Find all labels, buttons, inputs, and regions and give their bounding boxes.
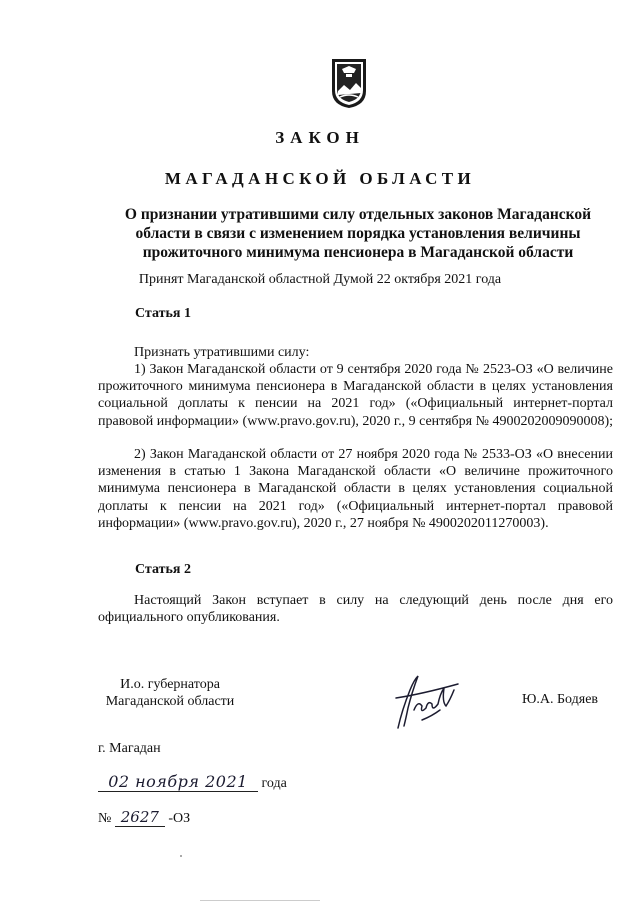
article-1-item-2: 2) Закон Магаданской области от 27 ноября 2020 года № 2533-ОЗ «О внесении изменения в статью 1 Закона Магаданской области «О величине прожиточного минимума пенсионера в Магаданской области в целях установления социальной доплаты к пенсии на 2021 год» («Официальный интернет-портал правовой информации» (www.pravo.gov.ru), 2020 г., 27 ноября № 4900202011270003). bbox=[98, 447, 613, 531]
city: г. Магадан bbox=[98, 741, 161, 756]
number-suffix: -ОЗ bbox=[168, 811, 191, 826]
signatory-position-line-2: Магаданской области bbox=[105, 694, 235, 709]
law-title: ЗАКОН bbox=[275, 128, 365, 147]
law-number-line bbox=[98, 808, 190, 827]
article-1-heading: Статья 1 bbox=[135, 306, 191, 321]
law-subject: О признании утратившими силу отдельных законов Магаданской области в связи с изменением порядка установления величины прожиточного минимума пенсионера в Магаданской области bbox=[124, 206, 592, 261]
article-2-heading: Статья 2 bbox=[135, 562, 191, 577]
scan-speck bbox=[180, 855, 182, 857]
date-suffix: года bbox=[261, 776, 287, 791]
scan-edge-line bbox=[200, 900, 320, 901]
article-1-item-1: 1) Закон Магаданской области от 9 сентября 2020 года № 2523-ОЗ «О величине прожиточного минимума пенсионера в Магаданской области в целях установления социальной доплаты к пенсии на 2021 год» («Официальный интернет-портал правовой информации» (www.pravo.gov.ru), 2020 г., 9 сентября № 4900202009090008); bbox=[98, 362, 613, 429]
handwritten-number: 2627 bbox=[115, 808, 165, 827]
handwritten-signature bbox=[392, 670, 464, 732]
article-2-text: Настоящий Закон вступает в силу на следующий день после дня его официального опубликования. bbox=[98, 593, 613, 626]
region-title: МАГАДАНСКОЙ ОБЛАСТИ bbox=[164, 169, 476, 188]
date-line bbox=[98, 772, 287, 792]
coat-of-arms-icon bbox=[330, 57, 368, 109]
number-prefix: № bbox=[98, 811, 112, 826]
signatory-position-line-1: И.о. губернатора bbox=[120, 677, 220, 692]
adoption-line: Принят Магаданской областной Думой 22 октября 2021 года bbox=[138, 272, 502, 287]
signatory-name: Ю.А. Бодяев bbox=[522, 692, 599, 707]
article-1-intro: Признать утратившими силу: bbox=[134, 345, 310, 360]
handwritten-date: 02 ноября 2021 bbox=[98, 772, 258, 792]
signatory-position bbox=[100, 676, 240, 710]
